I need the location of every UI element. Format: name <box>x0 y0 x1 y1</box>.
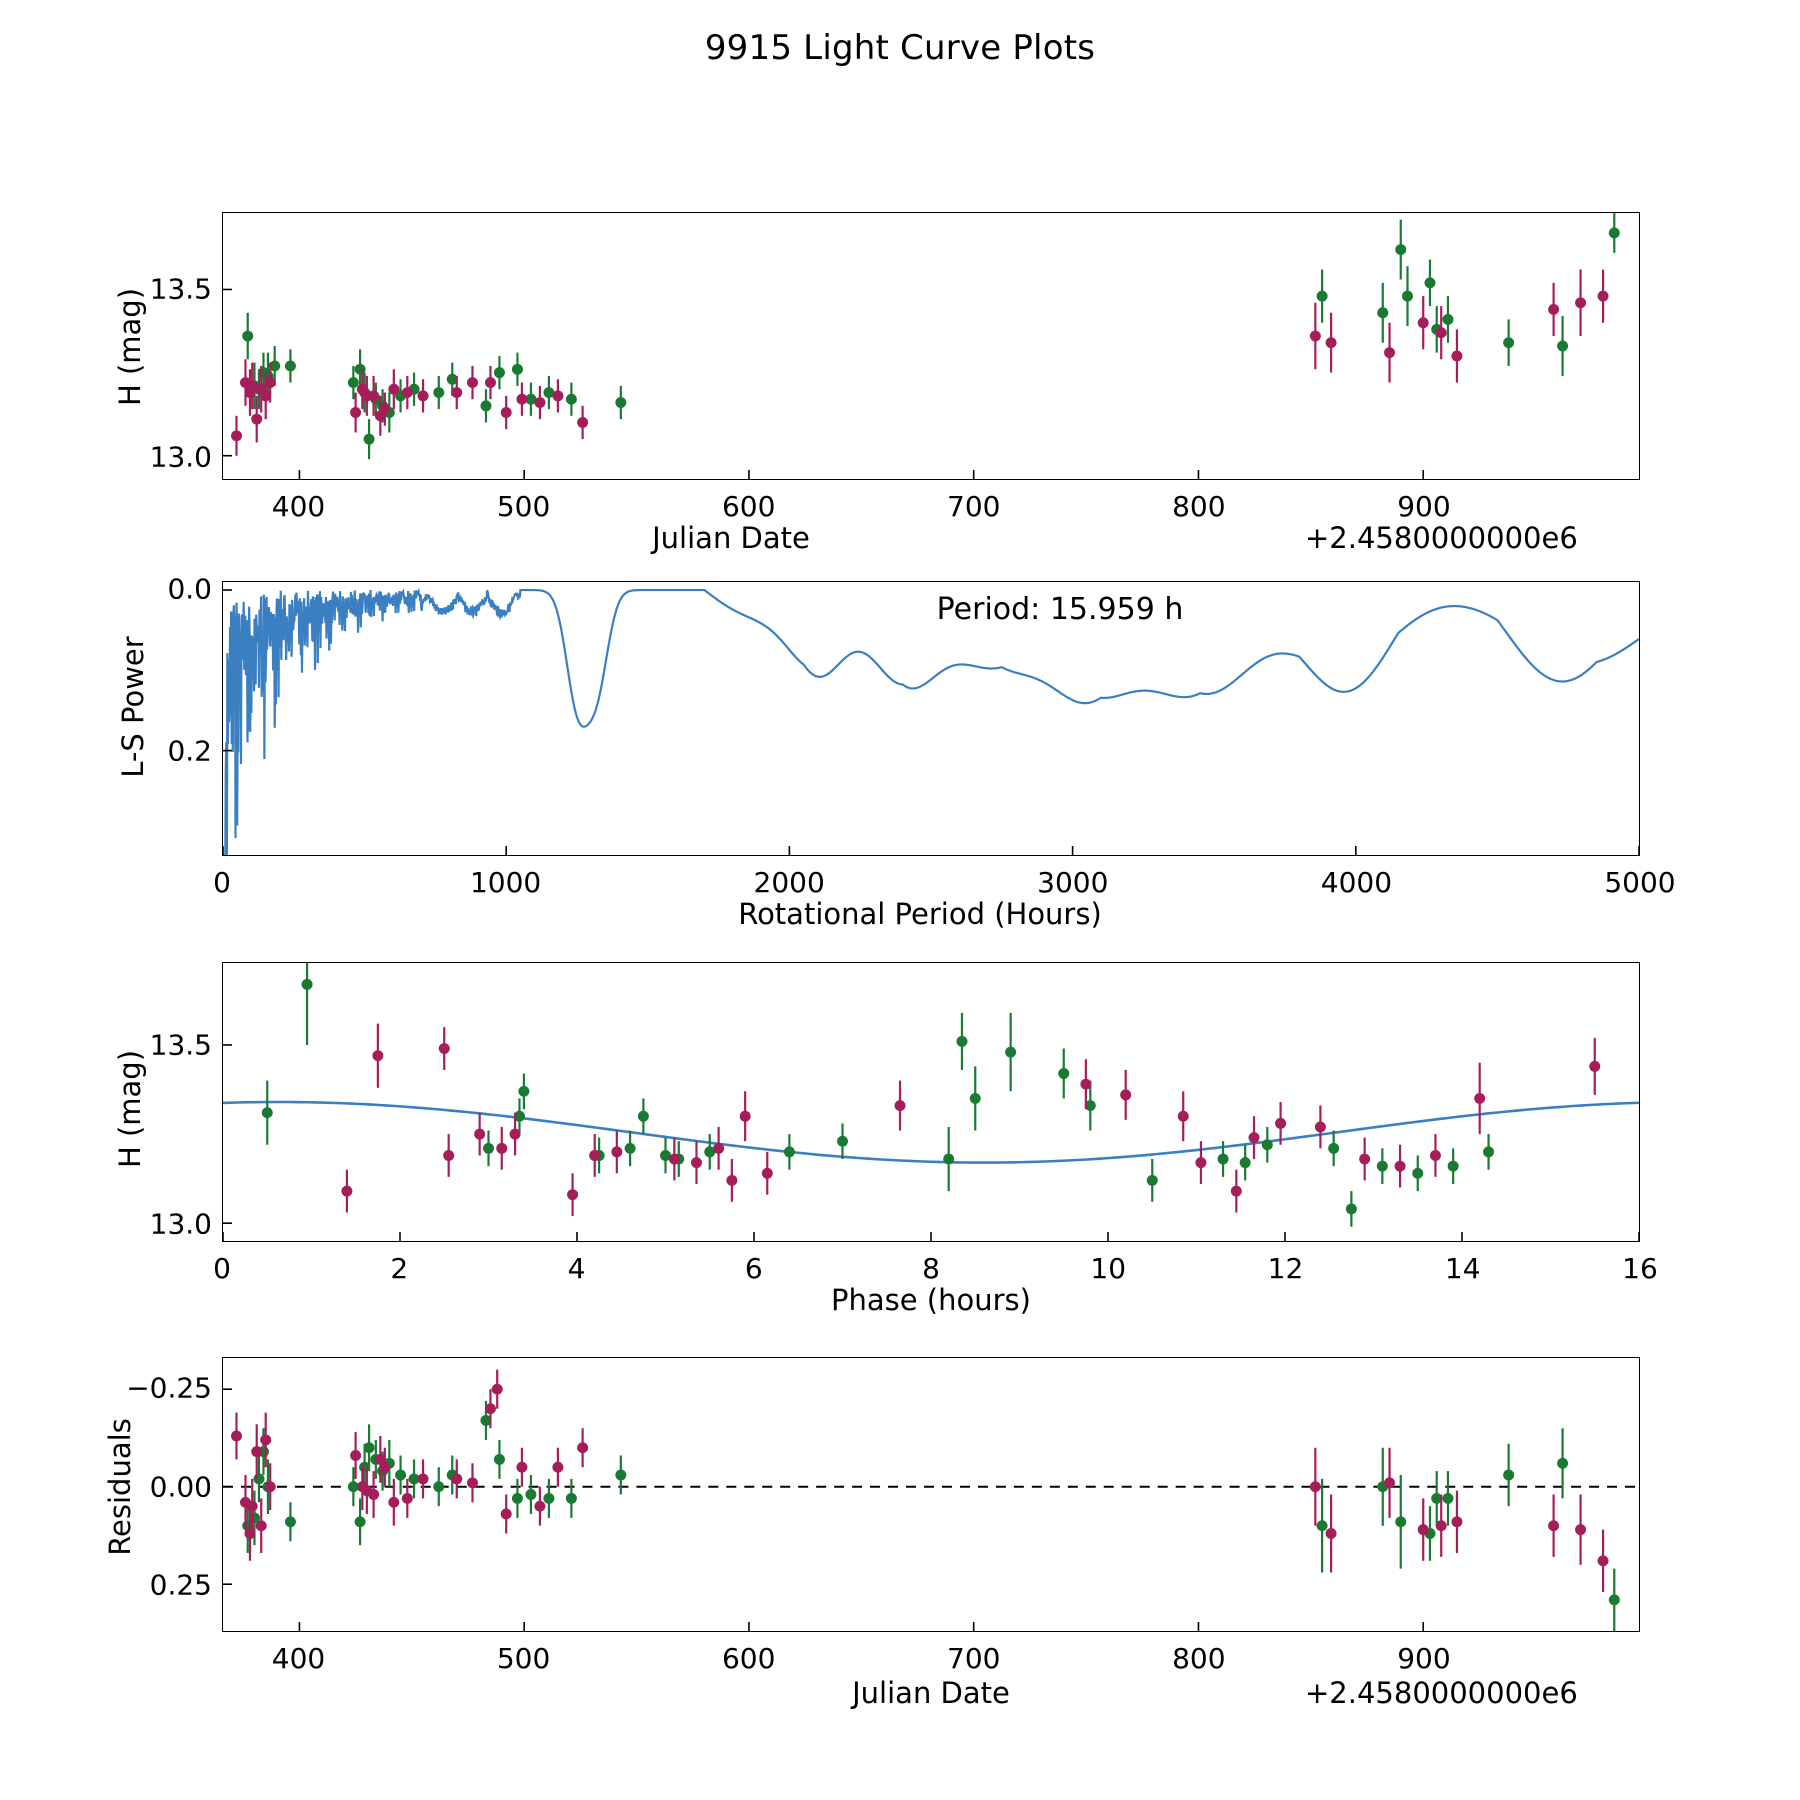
lightcurve-x-offset-label: +2.4580000000e6 <box>1305 521 1578 555</box>
x-tick-label: 900 <box>1397 1642 1451 1675</box>
x-tick-label: 600 <box>721 1642 776 1675</box>
x-tick-label: 500 <box>496 490 551 523</box>
x-tick-label: 4000 <box>1320 866 1393 899</box>
x-tick-label: 700 <box>947 1642 1001 1675</box>
x-tick-label: 800 <box>1172 1642 1226 1675</box>
x-tick-label: 5000 <box>1604 866 1676 899</box>
residuals-panel <box>222 1357 1640 1632</box>
x-tick-label: 900 <box>1397 490 1451 523</box>
periodogram-panel <box>222 581 1640 856</box>
x-tick-label: 400 <box>271 1642 326 1675</box>
x-tick-label: 2000 <box>753 866 825 899</box>
y-tick-label: 13.5 <box>149 1028 212 1062</box>
x-tick-label: 1000 <box>469 866 542 899</box>
x-tick-label: 2 <box>390 1252 409 1285</box>
lightcurve-y-axis-label: H (mag) <box>113 287 147 407</box>
x-tick-label: 400 <box>271 490 326 523</box>
x-tick-label: 14 <box>1444 1252 1481 1285</box>
x-tick-label: 600 <box>721 490 776 523</box>
page-title: 9915 Light Curve Plots <box>704 28 1096 68</box>
y-tick-label: −0.25 <box>126 1371 212 1405</box>
lightcurve-x-axis-label: Julian Date <box>652 521 810 555</box>
x-tick-label: 4 <box>567 1252 586 1285</box>
x-tick-label: 3000 <box>1037 866 1109 899</box>
x-tick-label: 6 <box>744 1252 763 1285</box>
residuals-y-axis-label: Residuals <box>103 1418 137 1556</box>
y-tick-label: 13.0 <box>149 440 212 474</box>
phased-y-axis-label: H (mag) <box>113 1049 147 1169</box>
phased-x-axis-label: Phase (hours) <box>831 1283 1031 1317</box>
x-tick-label: 0 <box>213 866 231 899</box>
phased-lightcurve-panel <box>222 962 1640 1242</box>
x-tick-label: 0 <box>213 1252 231 1285</box>
x-tick-label: 8 <box>922 1252 940 1285</box>
x-tick-label: 16 <box>1622 1252 1658 1285</box>
y-tick-label: 0.0 <box>167 572 212 606</box>
x-tick-label: 500 <box>496 1642 551 1675</box>
y-tick-label: 0.00 <box>149 1470 212 1504</box>
x-tick-label: 800 <box>1172 490 1226 523</box>
y-tick-label: 13.0 <box>149 1207 212 1241</box>
x-tick-label: 700 <box>947 490 1001 523</box>
period-annotation: Period: 15.959 h <box>936 592 1184 627</box>
x-tick-label: 10 <box>1090 1252 1127 1285</box>
y-tick-label: 0.2 <box>167 734 212 768</box>
residuals-x-offset-label: +2.4580000000e6 <box>1305 1676 1578 1710</box>
lightcurve-panel <box>222 212 1640 480</box>
periodogram-y-axis-label: L-S Power <box>116 636 150 778</box>
x-tick-label: 12 <box>1267 1252 1304 1285</box>
residuals-x-axis-label: Julian Date <box>852 1676 1010 1710</box>
y-tick-label: 13.5 <box>149 272 212 306</box>
y-tick-label: 0.25 <box>149 1568 212 1602</box>
periodogram-x-axis-label: Rotational Period (Hours) <box>738 897 1102 931</box>
